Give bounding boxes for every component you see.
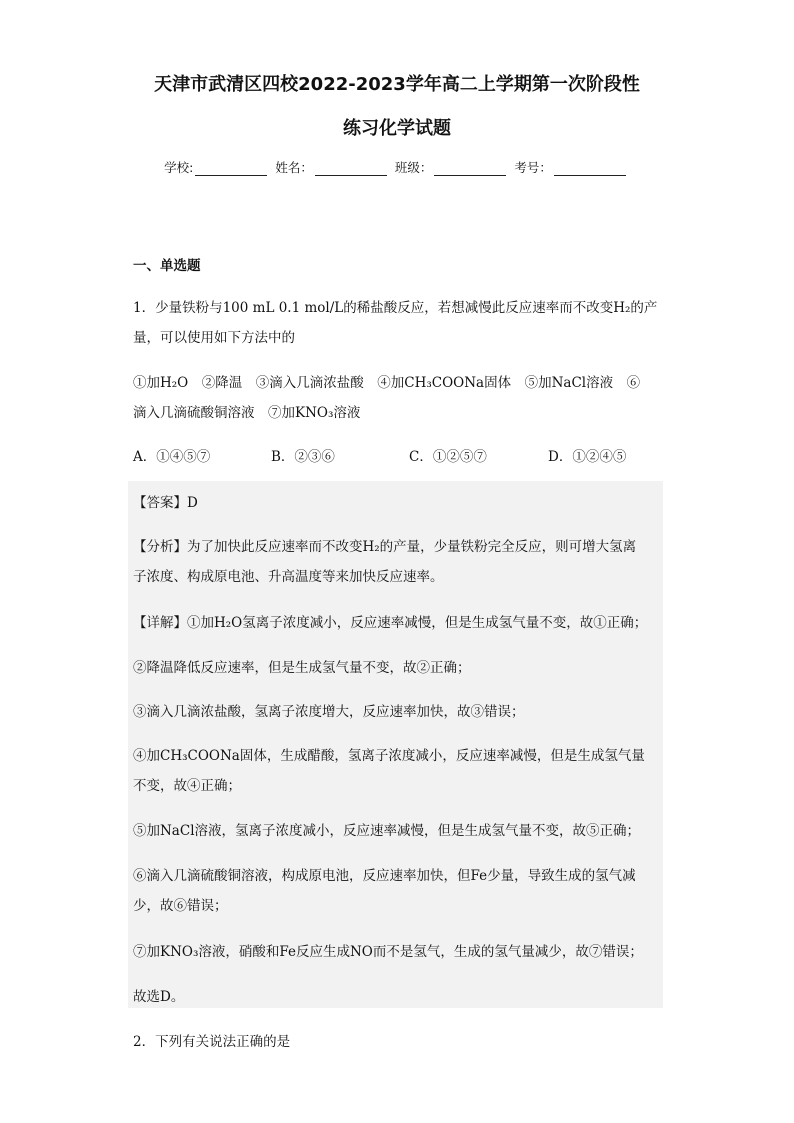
q1-items-line-2: 滴入几滴硫酸铜溶液 ⑦加KNO₃溶液 xyxy=(133,405,361,421)
q1-detail-4a: ④加CH₃COONa固体，生成醋酸，氢离子浓度减小，反应速率减慢，但是生成氢气量 xyxy=(133,748,645,764)
school-blank[interactable] xyxy=(195,161,267,176)
q1-detail-5: ⑤加NaCl溶液，氢离子浓度减小，反应速率减慢，但是生成氢气量不变，故⑤正确； xyxy=(133,823,641,839)
exam-no-label: 考号： xyxy=(514,160,552,175)
q1-detail-7: ⑦加KNO₃溶液，硝酸和Fe反应生成NO而不是氢气，生成的氢气量减少，故⑦错误； xyxy=(133,944,643,960)
q1-detail-3: ③滴入几滴浓盐酸，氢离子浓度增大，反应速率加快，故③错误； xyxy=(133,704,525,720)
q1-items-line-1: ①加H₂O ②降温 ③滴入几滴浓盐酸 ④加CH₃COONa固体 ⑤加NaCl溶液 ⑥ xyxy=(133,375,641,391)
q2-stem: 2．下列有关说法正确的是 xyxy=(133,1034,291,1050)
school-label: 学校: xyxy=(164,160,194,175)
q1-stem-line-2: 量，可以使用如下方法中的 xyxy=(133,330,295,346)
q1-option-a: A．①④⑤⑦ xyxy=(133,449,211,465)
q1-detail-4b: 不变，故④正确； xyxy=(133,778,241,794)
q1-option-b: B．②③⑥ xyxy=(271,449,335,465)
name-label: 姓名： xyxy=(275,160,313,175)
q1-detail-6b: 少，故⑥错误； xyxy=(133,898,228,914)
exam-no-blank[interactable] xyxy=(554,161,626,176)
title-line-1: 天津市武清区四校2022-2023学年高二上学期第一次阶段性 xyxy=(154,74,640,95)
q1-stem-line-1: 1．少量铁粉与100 mL 0.1 mol/L的稀盐酸反应，若想减慢此反应速率而不改变H₂的产 xyxy=(133,300,658,316)
student-info-line xyxy=(0,158,794,176)
q1-option-c: C．①②⑤⑦ xyxy=(409,449,487,465)
q1-analysis-line-2: 子浓度、构成原电池、升高温度等来加快反应速率。 xyxy=(133,569,444,585)
title-line-2: 练习化学试题 xyxy=(343,118,451,139)
section-heading: 一、单选题 xyxy=(133,258,201,274)
class-label: 班级： xyxy=(394,160,433,175)
q1-analysis-line-1: 【分析】为了加快此反应速率而不改变H₂的产量，少量铁粉完全反应，则可增大氢离 xyxy=(133,539,637,555)
q1-detail-1: 【详解】①加H₂O氢离子浓度减小，反应速率减慢，但是生成氢气量不变，故①正确； xyxy=(133,615,648,631)
class-blank[interactable] xyxy=(434,161,506,176)
q1-option-d: D．①②④⑤ xyxy=(548,449,627,465)
q1-detail-6a: ⑥滴入几滴硫酸铜溶液，构成原电池，反应速率加快，但Fe少量，导致生成的氢气减 xyxy=(133,868,636,884)
q1-detail-2: ②降温降低反应速率，但是生成氢气量不变，故②正确； xyxy=(133,660,471,676)
q1-conclusion: 故选D。 xyxy=(133,989,185,1005)
q1-answer: 【答案】D xyxy=(133,495,198,511)
name-blank[interactable] xyxy=(315,161,387,176)
